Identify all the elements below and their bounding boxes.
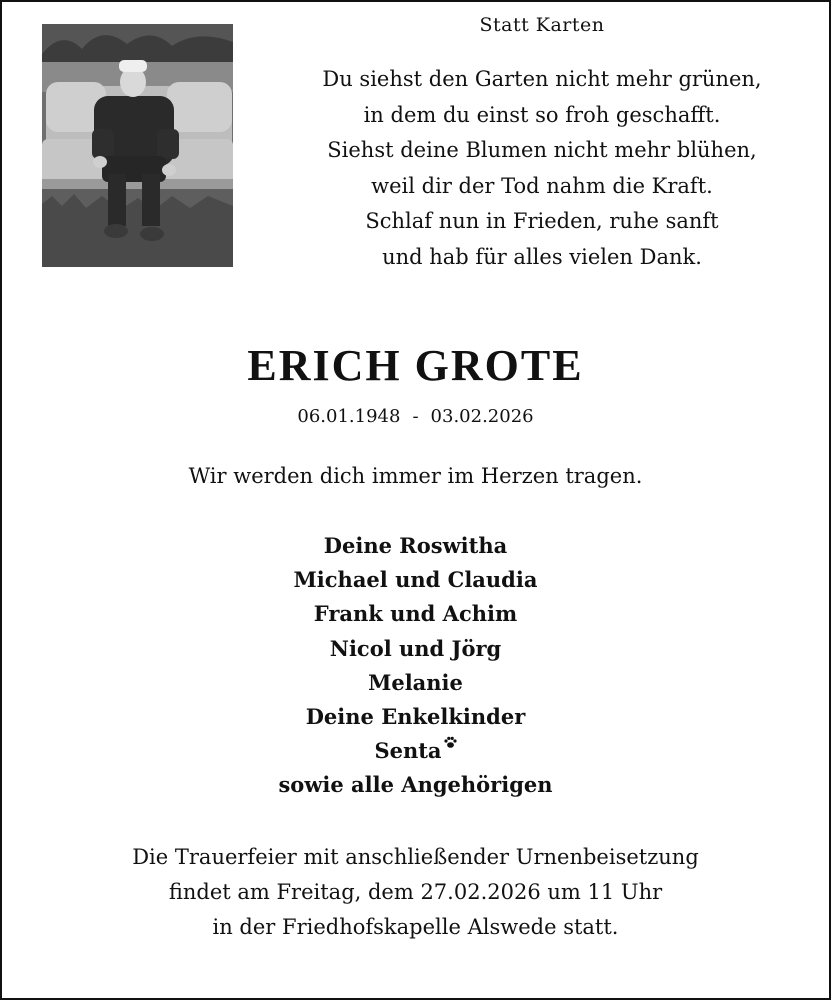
farewell-text: Wir werden dich immer im Herzen tragen. <box>188 464 643 488</box>
portrait-photo <box>42 24 233 267</box>
poem-line: in dem du einst so froh geschafft. <box>363 102 721 127</box>
paw-print-icon <box>444 736 457 749</box>
birth-date: 06.01.1948 <box>297 406 401 427</box>
poem-line: Schlaf nun in Frieden, ruhe sanft <box>365 209 719 233</box>
date-separator: - <box>412 406 419 427</box>
mourners-list <box>2 529 829 803</box>
mourner-entry: Senta <box>374 738 442 764</box>
mourner-entry: sowie alle Angehörigen <box>278 772 553 798</box>
poem-line: Du siehst den Garten nicht mehr grünen, <box>322 67 762 91</box>
service-line: findet am Freitag, dem 27.02.2026 um 11 Uhr <box>168 880 663 904</box>
portrait-photo-graphic <box>42 24 233 267</box>
poem-line: weil dir der Tod nahm die Kraft. <box>371 173 713 198</box>
life-dates <box>2 406 829 427</box>
service-line: in der Friedhofskapelle Alswede statt. <box>212 915 619 939</box>
mourner-entry: Nicol und Jörg <box>329 635 502 661</box>
header-note: Statt Karten <box>479 14 605 36</box>
poem-line: Siehst deine Blumen nicht mehr blühen, <box>327 138 757 162</box>
poem-line: und hab für alles vielen Dank. <box>382 244 702 269</box>
mourner-entry: Frank und Achim <box>313 601 518 627</box>
service-line: Die Trauerfeier mit anschließender Urnenbeisetzung <box>132 845 699 869</box>
mourner-entry: Michael und Claudia <box>293 567 538 593</box>
death-date: 03.02.2026 <box>430 406 534 427</box>
mourner-entry: Deine Enkelkinder <box>305 704 526 730</box>
service-announcement <box>2 840 829 945</box>
deceased-name: ERICH GROTE <box>247 341 584 390</box>
mourner-entry: Deine Roswitha <box>323 533 508 558</box>
mourner-entry-pet <box>2 734 829 768</box>
mourner-entry: Melanie <box>368 669 463 695</box>
poem <box>262 62 822 275</box>
